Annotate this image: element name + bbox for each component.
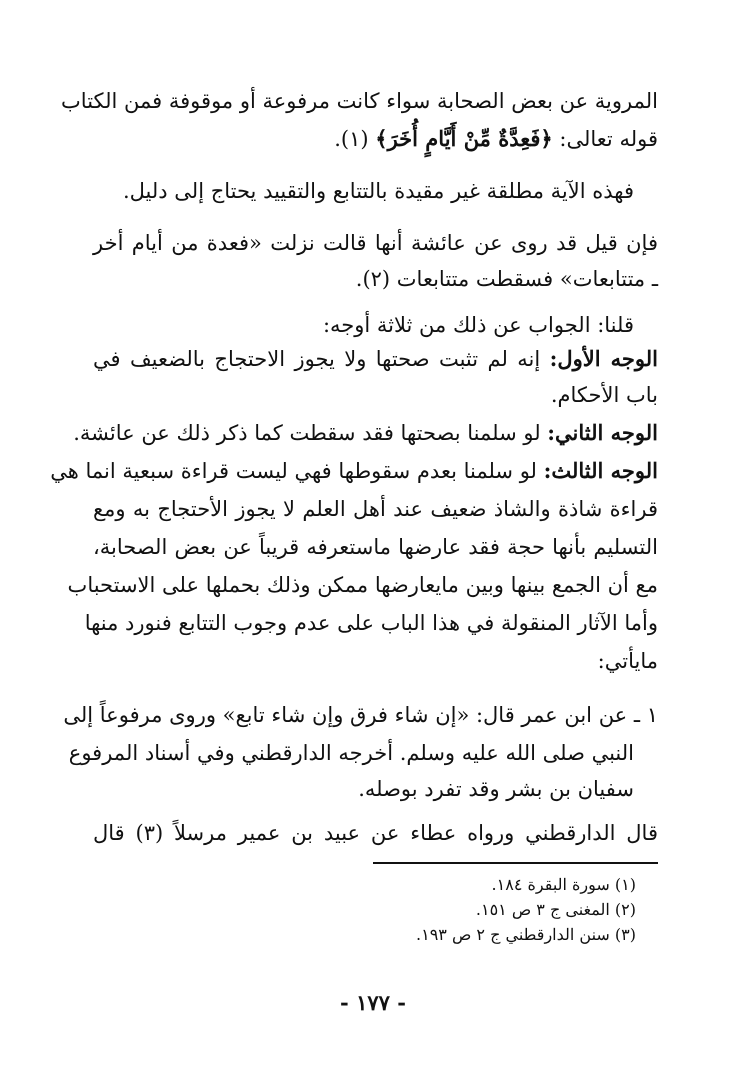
text-line-8: باب الأحكام. [550,383,658,407]
text-line-19: قال الدارقطني ورواه عطاء عن عبيد بن عمير مرسلاً (٣) قال [93,821,658,845]
section-heading-second: الوجه الثاني: [547,420,658,445]
text-line-2 [93,124,658,154]
text-line-13: مع أن الجمع بينها وبين مايعارضها ممكن وذلك بحملها على الاستحباب [67,573,658,597]
footnote-divider [373,862,658,864]
text-line-7-body: إنه لم تثبت صحتها ولا يجوز الاحتجاج بالضعيف في [93,347,550,371]
text-line-5: ـ متتابعات» فسقطت متتابعات (٢). [355,267,658,291]
text-line-9 [73,418,658,448]
text-line-4: فإن قيل قد روى عن عائشة أنها قالت نزلت «فعدة من أيام أخر [93,231,658,255]
section-heading-third: الوجه الثالث: [543,458,658,483]
list-item-1: ١ ـ عن ابن عمر قال: «إن شاء فرق وإن شاء تابع» وروى مرفوعاً إلى [63,703,658,727]
text-line-18: سفيان بن بشر وقد تفرد بوصله. [358,777,634,801]
text-line-17: النبي صلى الله عليه وسلم. أخرجه الدارقطني وفي أسناد المرفوع [68,741,634,765]
text-line-3: فهذه الآية مطلقة غير مقيدة بالتتابع والتقييد يحتاج إلى دليل. [122,179,634,203]
text-line-9-body: لو سلمنا بصحتها فقد سقطت كما ذكر ذلك عن عائشة. [73,421,548,445]
text-line-7 [93,344,658,374]
text-line-10 [50,456,658,486]
quran-verse: ﴿فَعِدَّةٌ مِّنْ أَيَّامٍ أُخَرَ﴾ [375,126,553,151]
text-line-15: مايأتي: [597,649,658,673]
text-line-12: التسليم بأنها حجة فقد عارضها ماستعرفه قريباً عن بعض الصحابة، [93,535,658,559]
footnote-3: (٣) سنن الدارقطني ج ٢ ص ١٩٣. [416,925,636,944]
section-heading-first: الوجه الأول: [549,346,658,371]
text-line-11: قراءة شاذة والشاذ ضعيف عند أهل العلم لا يجوز الأحتجاج به ومع [93,497,658,521]
footnote-ref-1: (١). [334,127,376,151]
text-line-6: قلنا: الجواب عن ذلك من ثلاثة أوجه: [322,313,634,337]
text-line-14: وأما الآثار المنقولة في هذا الباب على عدم وجوب التتابع فنورد منها [84,611,658,635]
footnote-2: (٢) المغنى ج ٣ ص ١٥١. [475,900,636,919]
verse-intro: قوله تعالى: [552,127,658,151]
text-line-1: المروية عن بعض الصحابة سواء كانت مرفوعة أو موقوفة فمن الكتاب [61,89,658,113]
text-line-10-body: لو سلمنا بعدم سقوطها فهي ليست قراءة سبعية انما هي [50,459,544,483]
page-number: - ١٧٧ - [340,990,406,1015]
footnote-1: (١) سورة البقرة ١٨٤. [491,875,636,894]
